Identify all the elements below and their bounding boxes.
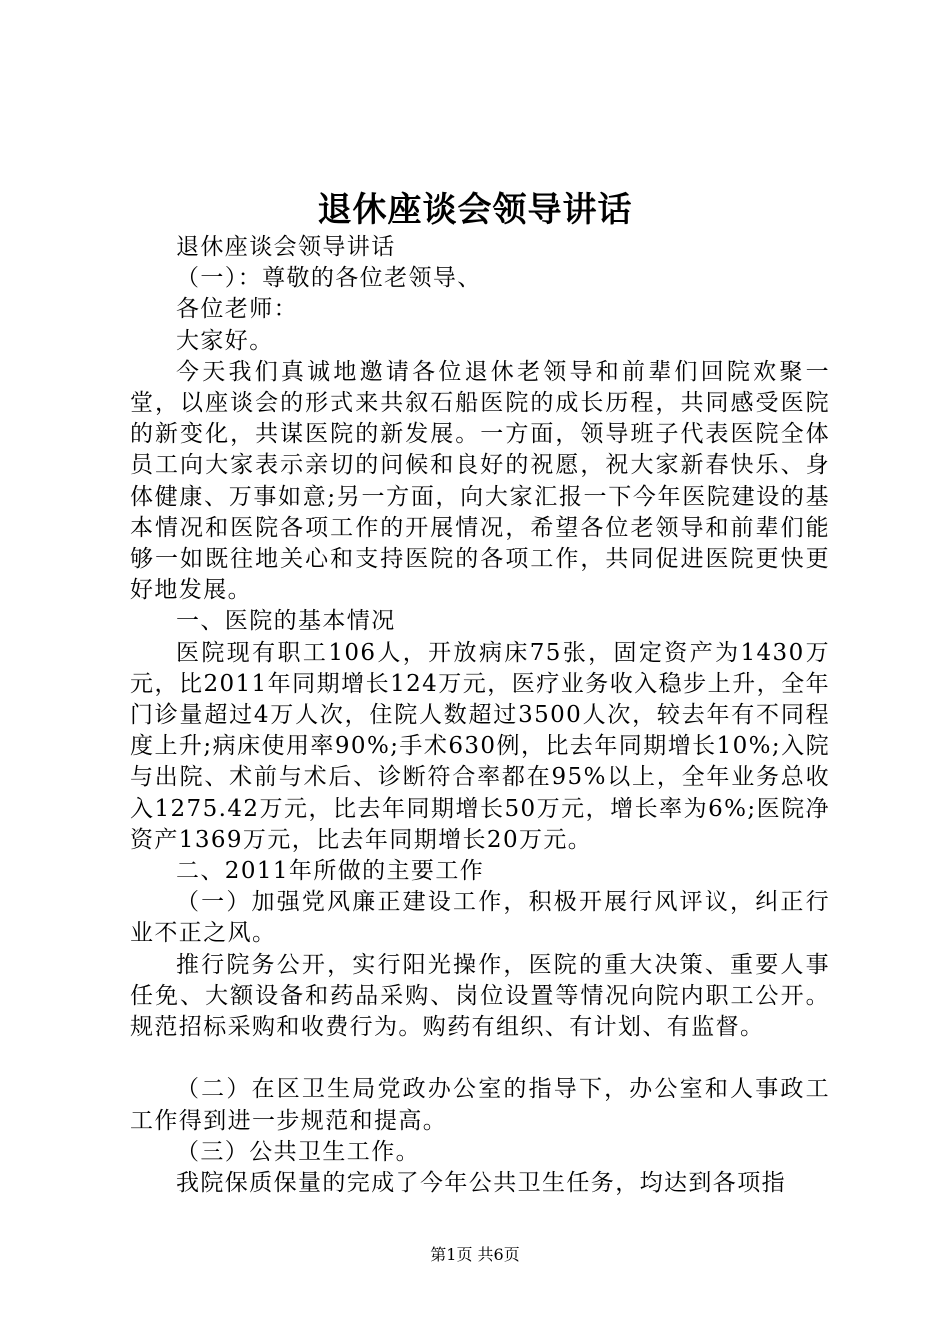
- subsection-heading-1: （一）加强党风廉正建设工作，积极开展行风评议，纠正行业不正之风。: [130, 889, 830, 947]
- paragraph-greeting: 大家好。: [176, 327, 274, 354]
- paragraph-basic-situation: 医院现有职工106人，开放病床75张，固定资产为1430万元，比2011年同期增长124万元，医疗业务收入稳步上升，全年门诊量超过4万人次，住院人数超过3500人次，较去年有不同程度上升;病床使用率90%;手术630例，比去年同期增长10%;入院与出院、术前与术后、诊断符合率都在95%以上，全年业务总收入1275.42万元，比去年同期增长50万元，增长率为6%;医院净资产1369万元，比去年同期增长20万元。: [130, 639, 830, 853]
- section-heading-basic-situation: 一、医院的基本情况: [176, 608, 396, 635]
- section-heading-main-work: 二、2011年所做的主要工作: [176, 858, 485, 885]
- paragraph-public-health: 我院保质保量的完成了今年公共卫生任务，均达到各项指: [176, 1170, 786, 1197]
- paragraph-heading-repeat: 退休座谈会领导讲话: [176, 234, 396, 260]
- paragraph-intro: 今天我们真诚地邀请各位退休老领导和前辈们回院欢聚一堂，以座谈会的形式来共叙石船医院的成长历程，共同感受医院的新变化，共谋医院的新发展。一方面，领导班子代表医院全体员工向大家表示亲切的问候和良好的祝愿，祝大家新春快乐、身体健康、万事如意;另一方面，向大家汇报一下今年医院建设的基本情况和医院各项工作的开展情况，希望各位老领导和前辈们能够一如既往地关心和支持医院的各项工作，共同促进医院更快更好地发展。: [130, 358, 830, 604]
- paragraph-salutation-2: 各位老师：: [176, 296, 298, 323]
- paragraph-transparency: 推行院务公开，实行阳光操作，医院的重大决策、重要人事任免、大额设备和药品采购、岗位设置等情况向院内职工公开。规范招标采购和收费行为。购药有组织、有计划、有监督。: [130, 951, 830, 1041]
- paragraph-salutation-1: （一）：尊敬的各位老领导、: [176, 265, 482, 292]
- subsection-heading-3: （三）公共卫生工作。: [176, 1138, 420, 1165]
- page-footer: 第1页 共6页: [430, 1245, 520, 1264]
- document-body: [130, 232, 830, 1199]
- subsection-heading-2: （二）在区卫生局党政办公室的指导下，办公室和人事政工工作得到进一步规范和提高。: [130, 1076, 830, 1134]
- document-title: 退休座谈会领导讲话: [317, 190, 633, 230]
